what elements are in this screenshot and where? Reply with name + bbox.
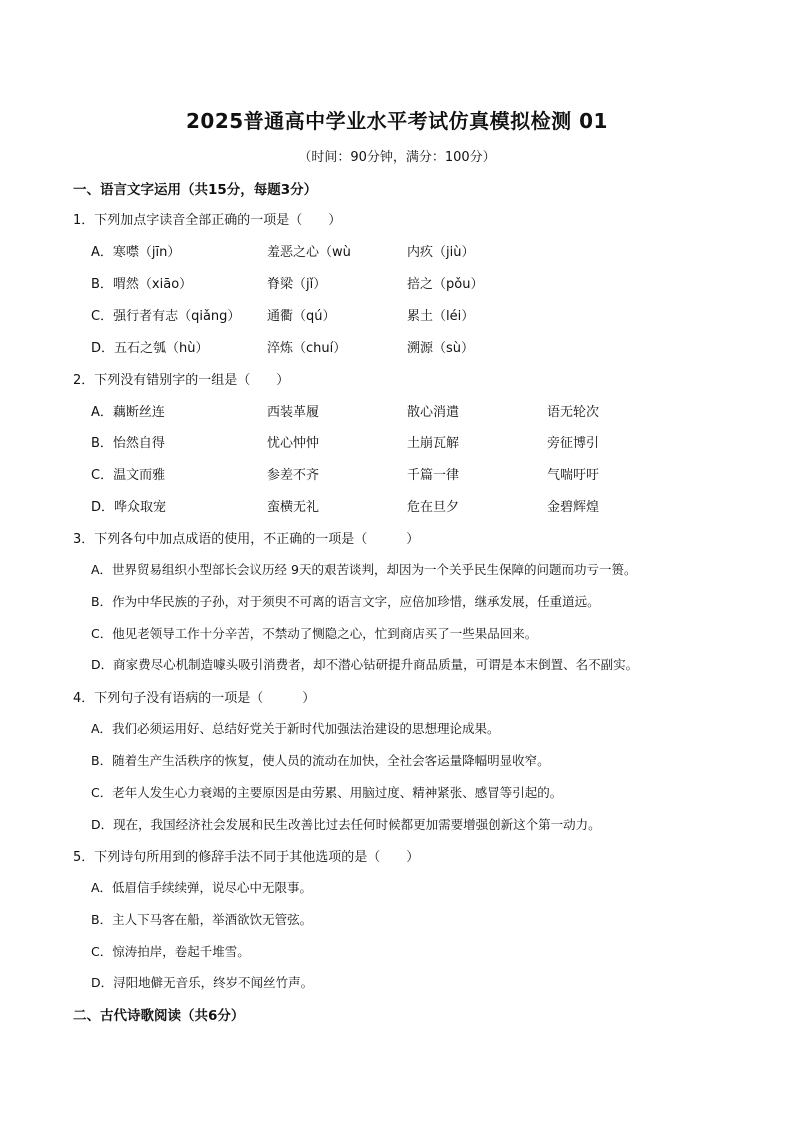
q2-option-b-4: 旁征博引 (547, 436, 600, 451)
q2-option-b-2: 忧心忡忡 (267, 436, 320, 451)
q3-option-b: B．作为中华民族的子孙，对于须臾不可离的语言文字，应倍加珍惜，继承发展，任重道远。 (91, 594, 600, 609)
q3-option-a: A．世界贸易组织小型部长会议历经 9天的艰苦谈判，却因为一个关乎民生保障的问题而功亏一篑。 (91, 562, 637, 577)
q2-option-c-4: 气喘吁吁 (547, 468, 600, 483)
question-4-stem: 4．下列句子没有语病的一项是（ ） (73, 691, 316, 706)
q1-option-c-3: 累土（léi） (407, 309, 475, 324)
q4-option-c: C．老年人发生心力衰竭的主要原因是由劳累、用脑过度、精神紧张、感冒等引起的。 (91, 785, 563, 800)
q4-option-d: D．现在，我国经济社会发展和民生改善比过去任何时候都更加需要增强创新这个第一动力。 (91, 817, 601, 832)
q5-option-c: C．惊涛拍岸，卷起千堆雪。 (91, 944, 250, 959)
q1-option-a-2: 羞恶之心（wù (267, 245, 351, 260)
q2-option-d-3: 危在旦夕 (407, 500, 460, 515)
q2-option-b-1: B．怡然自得 (91, 436, 165, 451)
q2-option-c-3: 千篇一律 (407, 468, 460, 483)
question-5-stem: 5．下列诗句所用到的修辞手法不同于其他选项的是（ ） (73, 850, 420, 865)
q2-option-a-4: 语无轮次 (547, 405, 600, 420)
q1-option-c-2: 通衢（qú） (267, 309, 336, 324)
q2-option-a-3: 散心消遣 (407, 405, 460, 420)
q5-option-b: B．主人下马客在船，举酒欲饮无管弦。 (91, 912, 313, 927)
q3-option-d: D．商家费尽心机制造噱头吸引消费者，却不潜心钻研提升商品质量，可谓是本末倒置、名不副实。 (91, 657, 639, 672)
q2-option-b-3: 土崩瓦解 (407, 436, 460, 451)
page-title: 2025普通高中学业水平考试仿真模拟检测 01 (186, 109, 608, 133)
q1-option-b-1: B．喟然（xiāo） (91, 277, 193, 292)
q2-option-d-2: 蛮横无礼 (267, 500, 320, 515)
q2-option-a-2: 西装革履 (267, 405, 320, 420)
q1-option-d-2: 淬炼（chuí） (267, 341, 347, 356)
q2-option-a-1: A．藕断丝连 (91, 405, 165, 420)
question-3-stem: 3．下列各句中加点成语的使用，不正确的一项是（ ） (73, 532, 420, 547)
q3-option-c: C．他见老领导工作十分辛苦，不禁动了恻隐之心，忙到商店买了一些果品回来。 (91, 626, 538, 641)
exam-info: （时间：90分钟，满分：100分） (298, 150, 496, 165)
q1-option-d-1: D．五石之瓠（hù） (91, 341, 209, 356)
q2-option-c-2: 参差不齐 (267, 468, 320, 483)
q1-option-b-2: 脊梁（jǐ） (267, 277, 327, 292)
q4-option-b: B．随着生产生活秩序的恢复，使人员的流动在加快，全社会客运量降幅明显收窄。 (91, 753, 550, 768)
question-1-stem: 1．下列加点字读音全部正确的一项是（ ） (73, 213, 342, 228)
q2-option-c-1: C．温文而雅 (91, 468, 166, 483)
q2-option-d-1: D．哗众取宠 (91, 500, 167, 515)
q5-option-d: D．浔阳地僻无音乐，终岁不闻丝竹声。 (91, 975, 314, 990)
q1-option-c-1: C．强行者有志（qiǎng） (91, 309, 241, 324)
q1-option-d-3: 溯源（sù） (407, 341, 475, 356)
q1-option-a-1: A．寒噤（jīn） (91, 245, 181, 260)
section-heading-1: 一、语言文字运用（共15分，每题3分） (73, 182, 318, 198)
q2-option-d-4: 金碧辉煌 (547, 500, 600, 515)
q1-option-a-3: 内疚（jiù） (407, 245, 475, 260)
q1-option-b-3: 掊之（pǒu） (407, 277, 484, 292)
section-heading-2: 二、古代诗歌阅读（共6分） (73, 1008, 245, 1024)
q5-option-a: A．低眉信手续续弹，说尽心中无限事。 (91, 880, 313, 895)
question-2-stem: 2．下列没有错别字的一组是（ ） (73, 373, 290, 388)
q4-option-a: A．我们必须运用好、总结好党关于新时代加强法治建设的思想理论成果。 (91, 721, 500, 736)
